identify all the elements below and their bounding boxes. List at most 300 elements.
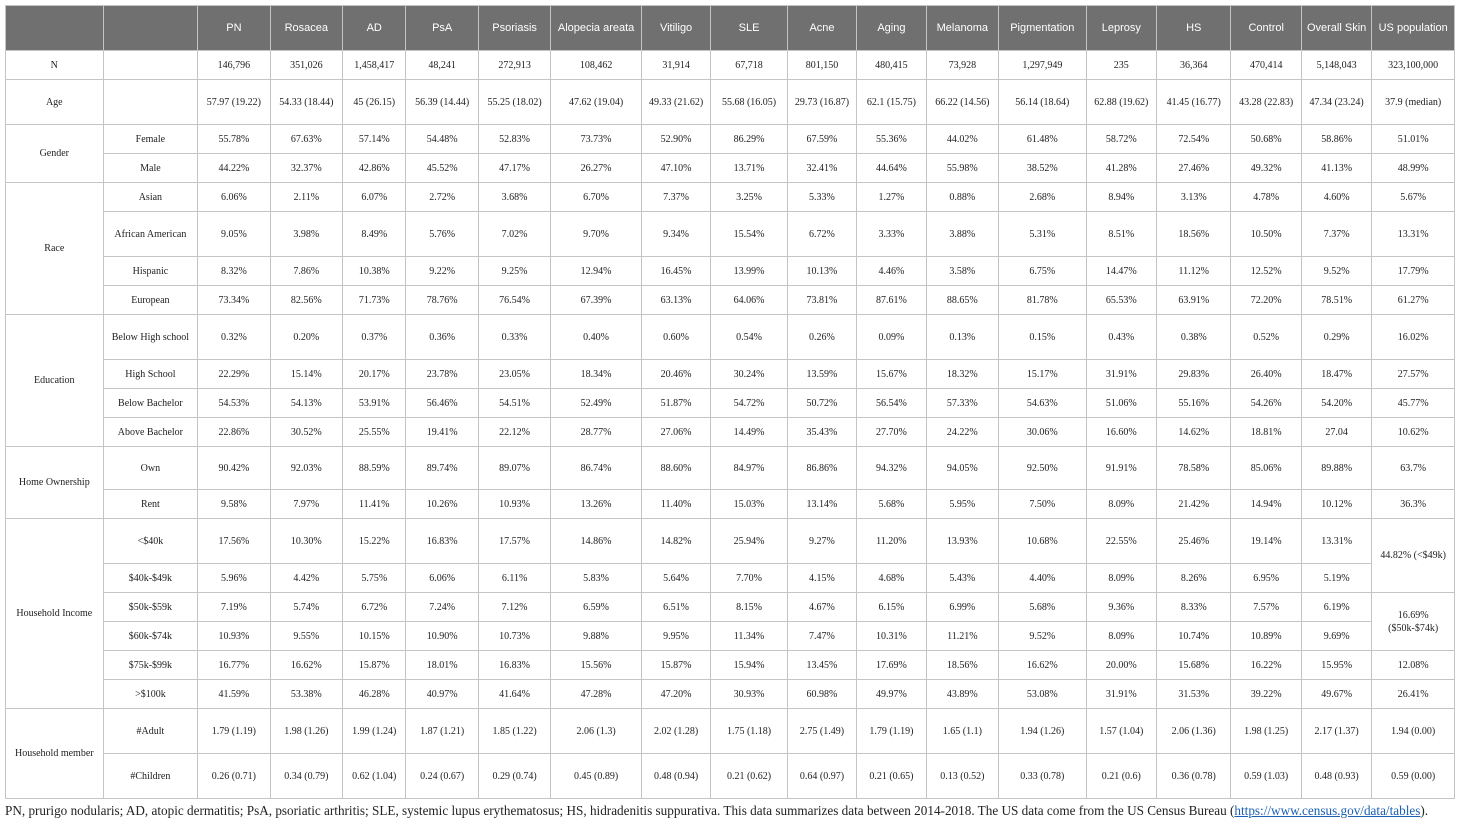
- cell-aging: 1.79 (1.19): [857, 709, 926, 754]
- cell-melanoma: 5.43%: [926, 564, 998, 593]
- cell-sle: 13.71%: [711, 154, 787, 183]
- row-sub-label: Male: [103, 154, 198, 183]
- cell-psoriasis: 17.57%: [478, 519, 550, 564]
- cell-alopecia-areata: 52.49%: [551, 389, 642, 418]
- cell-pn: 6.06%: [198, 183, 270, 212]
- cell-control: 12.52%: [1231, 257, 1301, 286]
- cell-pn: 16.77%: [198, 651, 270, 680]
- cell-psoriasis: 1.85 (1.22): [478, 709, 550, 754]
- cell-us-population: 51.01%: [1372, 125, 1455, 154]
- column-header-overall-skin: Overall Skin: [1301, 6, 1371, 51]
- table-row: [6, 593, 1455, 622]
- cell-pigmentation: 6.75%: [999, 257, 1087, 286]
- cell-rosacea: 54.13%: [270, 389, 342, 418]
- cell-overall-skin: 10.12%: [1301, 490, 1371, 519]
- cell-pn: 5.96%: [198, 564, 270, 593]
- cell-psoriasis: 0.33%: [478, 315, 550, 360]
- cell-psoriasis: 0.29 (0.74): [478, 754, 550, 799]
- cell-aging: 62.1 (15.75): [857, 80, 926, 125]
- cell-psa: 0.36%: [406, 315, 478, 360]
- cell-psoriasis: 6.11%: [478, 564, 550, 593]
- table-row: [6, 564, 1455, 593]
- cell-psoriasis: 9.25%: [478, 257, 550, 286]
- cell-sle: 67,718: [711, 51, 787, 80]
- cell-overall-skin: 41.13%: [1301, 154, 1371, 183]
- cell-leprosy: 31.91%: [1086, 360, 1156, 389]
- cell-vitiligo: 11.40%: [641, 490, 710, 519]
- cell-psoriasis: 55.25 (18.02): [478, 80, 550, 125]
- cell-overall-skin: 5,148,043: [1301, 51, 1371, 80]
- cell-us-population: 323,100,000: [1372, 51, 1455, 80]
- cell-ad: 11.41%: [343, 490, 406, 519]
- cell-psa: 45.52%: [406, 154, 478, 183]
- cell-aging: 4.46%: [857, 257, 926, 286]
- cell-ad: 15.87%: [343, 651, 406, 680]
- cell-control: 4.78%: [1231, 183, 1301, 212]
- cell-pn: 146,796: [198, 51, 270, 80]
- cell-acne: 73.81%: [787, 286, 856, 315]
- column-header-sle: SLE: [711, 6, 787, 51]
- cell-rosacea: 54.33 (18.44): [270, 80, 342, 125]
- row-sub-label: Female: [103, 125, 198, 154]
- cell-ad: 20.17%: [343, 360, 406, 389]
- cell-melanoma: 0.13%: [926, 315, 998, 360]
- cell-vitiligo: 14.82%: [641, 519, 710, 564]
- cell-sle: 15.94%: [711, 651, 787, 680]
- cell-pigmentation: 16.62%: [999, 651, 1087, 680]
- table-row: [6, 418, 1455, 447]
- cell-psoriasis: 16.83%: [478, 651, 550, 680]
- footnote-suffix: ).: [1420, 803, 1429, 818]
- cell-ad: 0.37%: [343, 315, 406, 360]
- cell-pn: 0.32%: [198, 315, 270, 360]
- cell-leprosy: 62.88 (19.62): [1086, 80, 1156, 125]
- cell-acne: 29.73 (16.87): [787, 80, 856, 125]
- row-sub-label: $60k-$74k: [103, 622, 198, 651]
- cell-pigmentation: 92.50%: [999, 447, 1087, 490]
- cell-hs: 21.42%: [1157, 490, 1231, 519]
- cell-melanoma: 66.22 (14.56): [926, 80, 998, 125]
- row-sub-label: #Adult: [103, 709, 198, 754]
- cell-control: 54.26%: [1231, 389, 1301, 418]
- cell-sle: 84.97%: [711, 447, 787, 490]
- cell-vitiligo: 0.48 (0.94): [641, 754, 710, 799]
- cell-leprosy: 8.94%: [1086, 183, 1156, 212]
- cell-leprosy: 58.72%: [1086, 125, 1156, 154]
- cell-pn: 0.26 (0.71): [198, 754, 270, 799]
- cell-acne: 0.26%: [787, 315, 856, 360]
- row-group-label: Home Ownership: [6, 447, 104, 519]
- column-header-ad: AD: [343, 6, 406, 51]
- row-sub-label: Asian: [103, 183, 198, 212]
- column-header-blank-0: [6, 6, 104, 51]
- footnote-text: PN, prurigo nodularis; AD, atopic dermatitis; PsA, psoriatic arthritis; SLE, systemic lupus erythematosus; HS, hidradenitis suppurativa. This data summarizes data between 2014-2018. The US data come from the US Census Bureau (: [5, 803, 1235, 818]
- cell-acne: 86.86%: [787, 447, 856, 490]
- cell-overall-skin: 0.48 (0.93): [1301, 754, 1371, 799]
- cell-hs: 0.38%: [1157, 315, 1231, 360]
- cell-pn: 22.86%: [198, 418, 270, 447]
- cell-psa: 48,241: [406, 51, 478, 80]
- cell-rosacea: 3.98%: [270, 212, 342, 257]
- cell-hs: 63.91%: [1157, 286, 1231, 315]
- cell-sle: 30.93%: [711, 680, 787, 709]
- table-row: [6, 360, 1455, 389]
- cell-acne: 2.75 (1.49): [787, 709, 856, 754]
- table-body: [6, 51, 1455, 799]
- cell-melanoma: 44.02%: [926, 125, 998, 154]
- cell-ad: 45 (26.15): [343, 80, 406, 125]
- cell-us-population: 26.41%: [1372, 680, 1455, 709]
- cell-aging: 55.36%: [857, 125, 926, 154]
- cell-pigmentation: 5.31%: [999, 212, 1087, 257]
- cell-rosacea: 16.62%: [270, 651, 342, 680]
- census-link[interactable]: https://www.census.gov/data/tables: [1234, 803, 1421, 818]
- table-row: [6, 680, 1455, 709]
- column-header-control: Control: [1231, 6, 1301, 51]
- cell-pigmentation: 1.94 (1.26): [999, 709, 1087, 754]
- row-sub-label: $75k-$99k: [103, 651, 198, 680]
- cell-pigmentation: 1,297,949: [999, 51, 1087, 80]
- cell-psa: 16.83%: [406, 519, 478, 564]
- row-sub-label: Below Bachelor: [103, 389, 198, 418]
- cell-leprosy: 235: [1086, 51, 1156, 80]
- cell-pigmentation: 9.52%: [999, 622, 1087, 651]
- cell-alopecia-areata: 15.56%: [551, 651, 642, 680]
- cell-overall-skin: 6.19%: [1301, 593, 1371, 622]
- cell-psa: 6.06%: [406, 564, 478, 593]
- cell-alopecia-areata: 28.77%: [551, 418, 642, 447]
- column-header-acne: Acne: [787, 6, 856, 51]
- cell-pigmentation: 2.68%: [999, 183, 1087, 212]
- cell-pn: 10.93%: [198, 622, 270, 651]
- cell-vitiligo: 7.37%: [641, 183, 710, 212]
- cell-overall-skin: 89.88%: [1301, 447, 1371, 490]
- cell-sle: 15.54%: [711, 212, 787, 257]
- cell-melanoma: 3.88%: [926, 212, 998, 257]
- column-header-pn: PN: [198, 6, 270, 51]
- table-row: [6, 622, 1455, 651]
- cell-psoriasis: 10.73%: [478, 622, 550, 651]
- cell-aging: 0.21 (0.65): [857, 754, 926, 799]
- cell-leprosy: 1.57 (1.04): [1086, 709, 1156, 754]
- row-sub-label: <$40k: [103, 519, 198, 564]
- cell-hs: 29.83%: [1157, 360, 1231, 389]
- cell-alopecia-areata: 9.70%: [551, 212, 642, 257]
- cell-acne: 50.72%: [787, 389, 856, 418]
- column-header-alopecia-areata: Alopecia areata: [551, 6, 642, 51]
- cell-pigmentation: 0.15%: [999, 315, 1087, 360]
- cell-acne: 7.47%: [787, 622, 856, 651]
- cell-control: 7.57%: [1231, 593, 1301, 622]
- cell-ad: 53.91%: [343, 389, 406, 418]
- column-header-aging: Aging: [857, 6, 926, 51]
- cell-vitiligo: 20.46%: [641, 360, 710, 389]
- cell-control: 1.98 (1.25): [1231, 709, 1301, 754]
- cell-sle: 3.25%: [711, 183, 787, 212]
- table-row: [6, 651, 1455, 680]
- cell-rosacea: 5.74%: [270, 593, 342, 622]
- cell-hs: 55.16%: [1157, 389, 1231, 418]
- cell-sle: 25.94%: [711, 519, 787, 564]
- cell-aging: 15.67%: [857, 360, 926, 389]
- cell-rosacea: 2.11%: [270, 183, 342, 212]
- cell-control: 72.20%: [1231, 286, 1301, 315]
- cell-pigmentation: 81.78%: [999, 286, 1087, 315]
- cell-aging: 5.68%: [857, 490, 926, 519]
- cell-rosacea: 53.38%: [270, 680, 342, 709]
- column-header-hs: HS: [1157, 6, 1231, 51]
- cell-pigmentation: 5.68%: [999, 593, 1087, 622]
- cell-rosacea: 15.14%: [270, 360, 342, 389]
- cell-acne: 60.98%: [787, 680, 856, 709]
- cell-rosacea: 7.86%: [270, 257, 342, 286]
- table-row: [6, 80, 1455, 125]
- cell-sle: 11.34%: [711, 622, 787, 651]
- cell-rosacea: 7.97%: [270, 490, 342, 519]
- cell-melanoma: 55.98%: [926, 154, 998, 183]
- cell-hs: 10.74%: [1157, 622, 1231, 651]
- cell-rosacea: 30.52%: [270, 418, 342, 447]
- cell-pn: 7.19%: [198, 593, 270, 622]
- cell-psa: 2.72%: [406, 183, 478, 212]
- cell-psa: 78.76%: [406, 286, 478, 315]
- row-sub-label: Below High school: [103, 315, 198, 360]
- cell-psa: 19.41%: [406, 418, 478, 447]
- cell-aging: 0.09%: [857, 315, 926, 360]
- table-row: [6, 286, 1455, 315]
- cell-vitiligo: 16.45%: [641, 257, 710, 286]
- cell-acne: 13.59%: [787, 360, 856, 389]
- cell-ad: 10.15%: [343, 622, 406, 651]
- row-group-label: Household Income: [6, 519, 104, 709]
- cell-sle: 30.24%: [711, 360, 787, 389]
- cell-ad: 15.22%: [343, 519, 406, 564]
- cell-vitiligo: 63.13%: [641, 286, 710, 315]
- cell-psoriasis: 52.83%: [478, 125, 550, 154]
- cell-sle: 55.68 (16.05): [711, 80, 787, 125]
- cell-melanoma: 3.58%: [926, 257, 998, 286]
- cell-sle: 0.54%: [711, 315, 787, 360]
- cell-pigmentation: 56.14 (18.64): [999, 80, 1087, 125]
- cell-overall-skin: 2.17 (1.37): [1301, 709, 1371, 754]
- cell-pn: 9.58%: [198, 490, 270, 519]
- row-sub-label: >$100k: [103, 680, 198, 709]
- cell-melanoma: 5.95%: [926, 490, 998, 519]
- cell-hs: 15.68%: [1157, 651, 1231, 680]
- cell-pigmentation: 54.63%: [999, 389, 1087, 418]
- cell-us-population: 0.59 (0.00): [1372, 754, 1455, 799]
- cell-vitiligo: 51.87%: [641, 389, 710, 418]
- cell-psoriasis: 23.05%: [478, 360, 550, 389]
- cell-leprosy: 8.51%: [1086, 212, 1156, 257]
- cell-leprosy: 0.21 (0.6): [1086, 754, 1156, 799]
- cell-pigmentation: 38.52%: [999, 154, 1087, 183]
- cell-acne: 32.41%: [787, 154, 856, 183]
- cell-us-population: 44.82% (<$49k): [1372, 519, 1455, 593]
- table-row: [6, 490, 1455, 519]
- cell-overall-skin: 4.60%: [1301, 183, 1371, 212]
- cell-aging: 17.69%: [857, 651, 926, 680]
- cell-pigmentation: 0.33 (0.78): [999, 754, 1087, 799]
- row-sub-label: European: [103, 286, 198, 315]
- cell-alopecia-areata: 6.59%: [551, 593, 642, 622]
- cell-pn: 22.29%: [198, 360, 270, 389]
- cell-psoriasis: 41.64%: [478, 680, 550, 709]
- cell-control: 10.89%: [1231, 622, 1301, 651]
- row-group-label: Age: [6, 80, 104, 125]
- cell-rosacea: 32.37%: [270, 154, 342, 183]
- cell-psoriasis: 3.68%: [478, 183, 550, 212]
- cell-acne: 4.15%: [787, 564, 856, 593]
- cell-rosacea: 351,026: [270, 51, 342, 80]
- cell-control: 10.50%: [1231, 212, 1301, 257]
- row-sub-label: [103, 51, 198, 80]
- cell-overall-skin: 7.37%: [1301, 212, 1371, 257]
- cell-us-population: 37.9 (median): [1372, 80, 1455, 125]
- cell-leprosy: 16.60%: [1086, 418, 1156, 447]
- cell-alopecia-areata: 47.62 (19.04): [551, 80, 642, 125]
- cell-vitiligo: 47.10%: [641, 154, 710, 183]
- cell-aging: 1.27%: [857, 183, 926, 212]
- cell-hs: 3.13%: [1157, 183, 1231, 212]
- data-table-container: [5, 5, 1455, 799]
- cell-rosacea: 4.42%: [270, 564, 342, 593]
- cell-melanoma: 43.89%: [926, 680, 998, 709]
- cell-alopecia-areata: 108,462: [551, 51, 642, 80]
- table-row: [6, 154, 1455, 183]
- cell-melanoma: 13.93%: [926, 519, 998, 564]
- row-group-label: N: [6, 51, 104, 80]
- cell-control: 85.06%: [1231, 447, 1301, 490]
- cell-hs: 27.46%: [1157, 154, 1231, 183]
- cell-us-population: 63.7%: [1372, 447, 1455, 490]
- cell-leprosy: 20.00%: [1086, 651, 1156, 680]
- cell-overall-skin: 9.69%: [1301, 622, 1371, 651]
- cell-hs: 14.62%: [1157, 418, 1231, 447]
- cell-psoriasis: 22.12%: [478, 418, 550, 447]
- row-group-label: Education: [6, 315, 104, 447]
- cell-us-population: 12.08%: [1372, 651, 1455, 680]
- cell-alopecia-areata: 18.34%: [551, 360, 642, 389]
- cell-hs: 25.46%: [1157, 519, 1231, 564]
- column-header-psoriasis: Psoriasis: [478, 6, 550, 51]
- column-header-melanoma: Melanoma: [926, 6, 998, 51]
- cell-pigmentation: 15.17%: [999, 360, 1087, 389]
- cell-leprosy: 41.28%: [1086, 154, 1156, 183]
- cell-acne: 35.43%: [787, 418, 856, 447]
- cell-control: 470,414: [1231, 51, 1301, 80]
- cell-hs: 18.56%: [1157, 212, 1231, 257]
- cell-us-population: 45.77%: [1372, 389, 1455, 418]
- table-row: [6, 754, 1455, 799]
- cell-psa: 10.26%: [406, 490, 478, 519]
- cell-rosacea: 1.98 (1.26): [270, 709, 342, 754]
- cell-overall-skin: 9.52%: [1301, 257, 1371, 286]
- cell-overall-skin: 58.86%: [1301, 125, 1371, 154]
- cell-psa: 0.24 (0.67): [406, 754, 478, 799]
- row-sub-label: Above Bachelor: [103, 418, 198, 447]
- cell-alopecia-areata: 9.88%: [551, 622, 642, 651]
- column-header-psa: PsA: [406, 6, 478, 51]
- cell-rosacea: 0.20%: [270, 315, 342, 360]
- cell-alopecia-areata: 26.27%: [551, 154, 642, 183]
- row-group-label: Household member: [6, 709, 104, 799]
- cell-ad: 10.38%: [343, 257, 406, 286]
- cell-vitiligo: 9.95%: [641, 622, 710, 651]
- cell-psa: 5.76%: [406, 212, 478, 257]
- cell-pn: 17.56%: [198, 519, 270, 564]
- table-row: [6, 315, 1455, 360]
- cell-melanoma: 24.22%: [926, 418, 998, 447]
- cell-pn: 73.34%: [198, 286, 270, 315]
- cell-pn: 90.42%: [198, 447, 270, 490]
- cell-hs: 31.53%: [1157, 680, 1231, 709]
- cell-ad: 1,458,417: [343, 51, 406, 80]
- cell-hs: 8.33%: [1157, 593, 1231, 622]
- table-footnote: [5, 803, 1455, 819]
- cell-vitiligo: 27.06%: [641, 418, 710, 447]
- cell-sle: 0.21 (0.62): [711, 754, 787, 799]
- cell-overall-skin: 15.95%: [1301, 651, 1371, 680]
- cell-sle: 14.49%: [711, 418, 787, 447]
- cell-control: 16.22%: [1231, 651, 1301, 680]
- cell-overall-skin: 54.20%: [1301, 389, 1371, 418]
- cell-aging: 56.54%: [857, 389, 926, 418]
- cell-us-population: 17.79%: [1372, 257, 1455, 286]
- cell-melanoma: 73,928: [926, 51, 998, 80]
- cell-aging: 11.20%: [857, 519, 926, 564]
- cell-sle: 7.70%: [711, 564, 787, 593]
- cell-aging: 3.33%: [857, 212, 926, 257]
- cell-vitiligo: 88.60%: [641, 447, 710, 490]
- cell-hs: 72.54%: [1157, 125, 1231, 154]
- cell-leprosy: 31.91%: [1086, 680, 1156, 709]
- table-row: [6, 125, 1455, 154]
- cell-leprosy: 9.36%: [1086, 593, 1156, 622]
- cell-us-population: 16.02%: [1372, 315, 1455, 360]
- cell-sle: 15.03%: [711, 490, 787, 519]
- cell-psa: 40.97%: [406, 680, 478, 709]
- cell-us-population: 36.3%: [1372, 490, 1455, 519]
- cell-psa: 56.39 (14.44): [406, 80, 478, 125]
- cell-psa: 7.24%: [406, 593, 478, 622]
- cell-control: 49.32%: [1231, 154, 1301, 183]
- cell-vitiligo: 6.51%: [641, 593, 710, 622]
- cell-leprosy: 8.09%: [1086, 622, 1156, 651]
- cell-rosacea: 67.63%: [270, 125, 342, 154]
- cell-ad: 88.59%: [343, 447, 406, 490]
- cell-psoriasis: 47.17%: [478, 154, 550, 183]
- cell-melanoma: 18.56%: [926, 651, 998, 680]
- cell-us-population: 5.67%: [1372, 183, 1455, 212]
- cell-pn: 8.32%: [198, 257, 270, 286]
- cell-us-population: 27.57%: [1372, 360, 1455, 389]
- cell-vitiligo: 52.90%: [641, 125, 710, 154]
- cell-overall-skin: 47.34 (23.24): [1301, 80, 1371, 125]
- cell-vitiligo: 15.87%: [641, 651, 710, 680]
- cell-melanoma: 94.05%: [926, 447, 998, 490]
- cell-acne: 9.27%: [787, 519, 856, 564]
- cell-psoriasis: 76.54%: [478, 286, 550, 315]
- cell-overall-skin: 0.29%: [1301, 315, 1371, 360]
- cell-pn: 41.59%: [198, 680, 270, 709]
- cell-pn: 57.97 (19.22): [198, 80, 270, 125]
- cell-aging: 4.68%: [857, 564, 926, 593]
- cell-ad: 57.14%: [343, 125, 406, 154]
- cell-ad: 6.07%: [343, 183, 406, 212]
- row-group-label: Gender: [6, 125, 104, 183]
- row-sub-label: $50k-$59k: [103, 593, 198, 622]
